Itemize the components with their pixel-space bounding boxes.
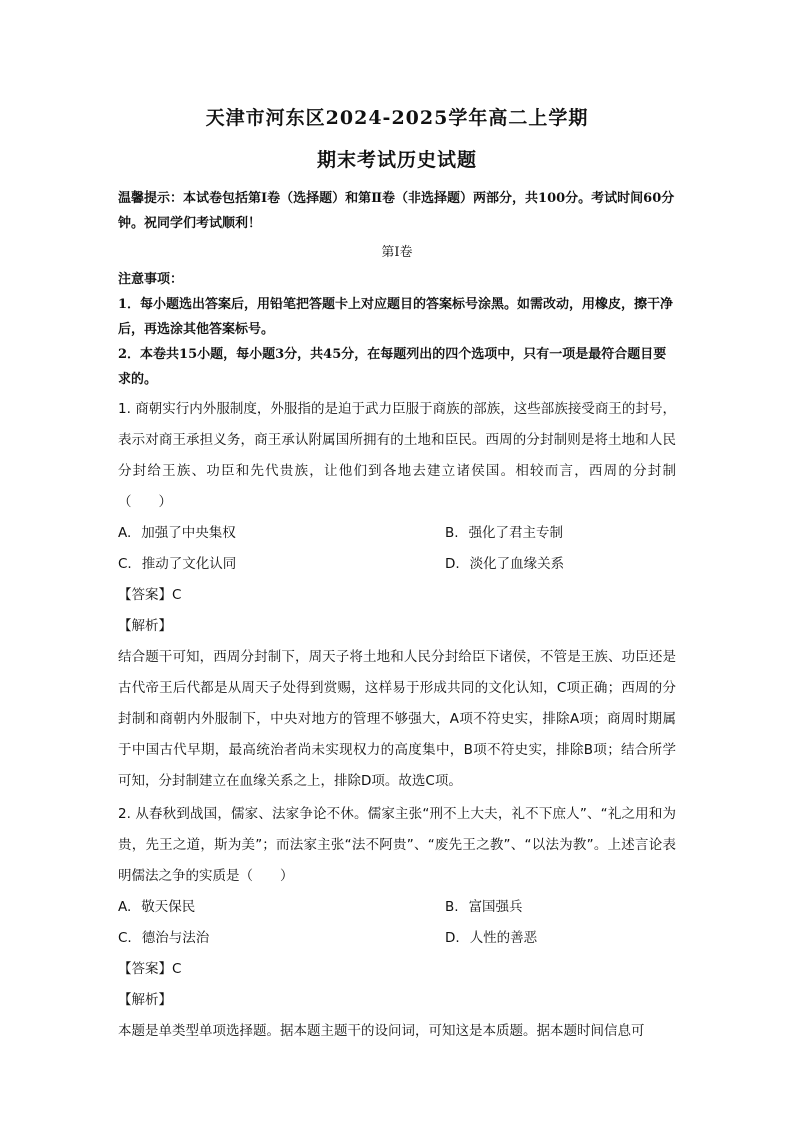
question-2 — [118, 799, 676, 1047]
option-a — [118, 892, 397, 923]
option-d — [397, 923, 676, 954]
option-letter: B. — [445, 899, 459, 915]
answer-line: 【答案】C — [118, 587, 182, 603]
analysis-label: 【解析】 — [118, 992, 172, 1008]
option-letter: C. — [118, 556, 132, 572]
exam-notice: 温馨提示：本试卷包括第Ⅰ卷（选择题）和第Ⅱ卷（非选择题）两部分，共100分。考试时间60分钟。祝同学们考试顺利！ — [118, 191, 675, 231]
option-text: 强化了君主专制 — [468, 525, 564, 541]
option-letter: C. — [118, 930, 132, 946]
option-letter: D. — [445, 930, 460, 946]
option-text: 淡化了血缘关系 — [469, 556, 565, 572]
analysis-text: 结合题干可知，西周分封制下，周天子将土地和人民分封给臣下诸侯，不管是王族、功臣还是古代帝王后代都是从周天子处得到赏赐，这样易于形成共同的文化认知，C项正确；西周的分封制和商朝内外服制下，中央对地方的管理不够强大，A项不符史实，排除A项；商周时期属于中国古代早期，最高统治者尚未实现权力的高度集中，B项不符史实，排除B项；结合所学可知，分封制建立在血缘关系之上，排除D项。故选C项。 — [118, 649, 676, 789]
exam-subtitle: 期末考试历史试题 — [316, 149, 477, 171]
option-grid — [118, 518, 676, 580]
option-c — [118, 549, 397, 580]
option-letter: D. — [445, 556, 460, 572]
question-1 — [118, 394, 676, 797]
question-stem: 2. 从春秋到战国，儒家、法家争论不休。儒家主张“刑不上大夫，礼不下庶人”、“礼之用和为贵，先王之道，斯为美”；而法家主张“法不阿贵”、“废先王之教”、“以法为教”。上述言论表明儒法之争的实质是（ ） — [118, 806, 676, 884]
attention-item: 2．本卷共15小题，每小题3分，共45分，在每题列出的四个选项中，只有一项是最符合题目要求的。 — [118, 347, 667, 387]
question-stem: 1. 商朝实行内外服制度，外服指的是迫于武力臣服于商族的部族，这些部族接受商王的封号，表示对商王承担义务，商王承认附属国所拥有的土地和臣民。西周的分封制则是将土地和人民分封给王族、功臣和先代贵族，让他们到各地去建立诸侯国。相较而言，西周的分封制（ ） — [118, 401, 676, 510]
exam-title: 天津市河东区2024-2025学年高二上学期 — [205, 107, 589, 129]
option-text: 富国强兵 — [468, 899, 523, 915]
option-b — [397, 892, 676, 923]
analysis-label: 【解析】 — [118, 618, 172, 634]
option-text: 推动了文化认同 — [141, 556, 237, 572]
option-letter: B. — [445, 525, 459, 541]
option-b — [397, 518, 676, 549]
option-text: 加强了中央集权 — [141, 525, 236, 541]
option-a — [118, 518, 397, 549]
section-label: 第Ⅰ卷 — [381, 245, 413, 260]
option-text: 敬天保民 — [141, 899, 196, 915]
attention-title: 注意事项： — [118, 272, 184, 287]
option-text: 人性的善恶 — [469, 930, 538, 946]
option-c — [118, 923, 397, 954]
attention-item: 1．每小题选出答案后，用铅笔把答题卡上对应题目的答案标号涂黑。如需改动，用橡皮，擦干净后，再选涂其他答案标号。 — [118, 297, 674, 337]
option-letter: A. — [118, 525, 132, 541]
answer-line: 【答案】C — [118, 961, 182, 977]
option-d — [397, 549, 676, 580]
analysis-text: 本题是单类型单项选择题。据本题主题干的设问词，可知这是本质题。据本题时间信息可 — [118, 1023, 645, 1039]
option-text: 德治与法治 — [141, 930, 210, 946]
option-letter: A. — [118, 899, 132, 915]
option-grid — [118, 892, 676, 954]
